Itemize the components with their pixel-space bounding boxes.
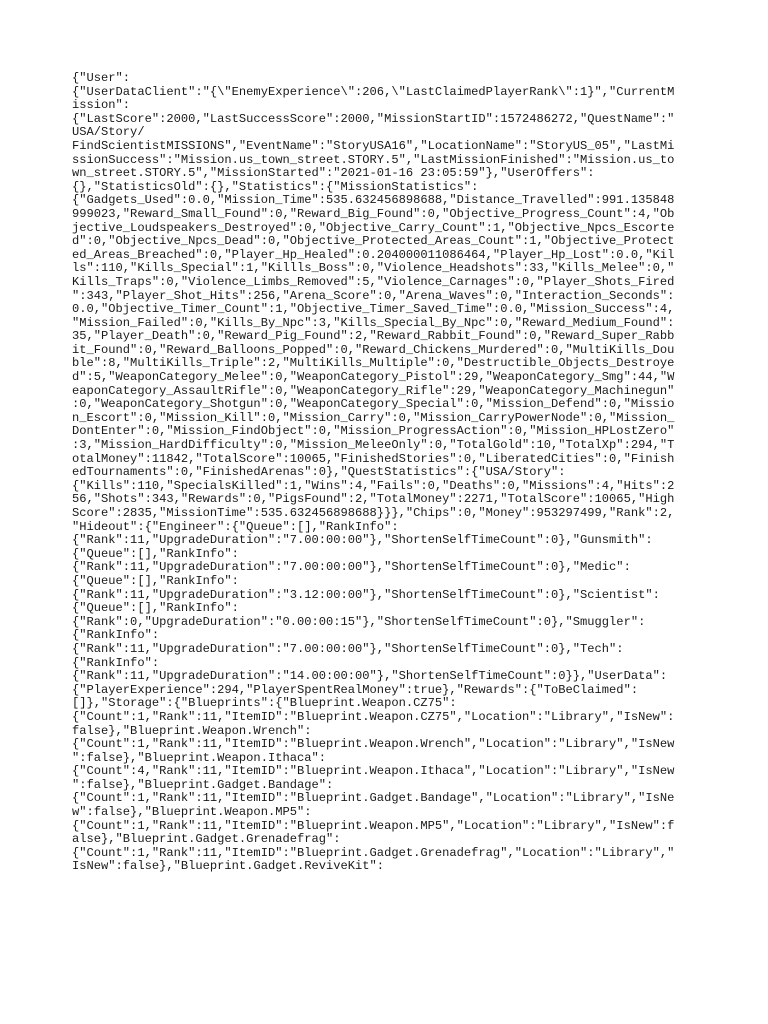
json-line: {"Rank":11,"UpgradeDuration":"3.12:00:00"},"ShortenSelfTimeCount":0},"Scientist":	[72, 587, 660, 602]
json-line: n_Escort":0,"Mission_Kill":0,"Mission_Carry":0,"Mission_CarryPowerNode":0,"Mission_	[72, 410, 675, 425]
json-line: {"Queue":[],"RankInfo":	[72, 601, 239, 616]
json-line: {"RankInfo":	[72, 655, 160, 670]
json-line: {"Gadgets_Used":0.0,"Mission_Time":535.632456898688,"Distance_Travelled":991.135848	[72, 193, 675, 208]
json-line: {},"StatisticsOld":{},"Statistics":{"MissionStatistics":	[72, 179, 479, 194]
json-line: []},"Storage":{"Blueprints":{"Blueprint.Weapon.CZ75":	[72, 696, 457, 711]
json-line: {"Queue":[],"RankInfo":	[72, 546, 239, 561]
json-line: :0,"WeaponCategory_Shotgun":0,"WeaponCategory_Special":0,"Mission_Defend":0,"Missio	[72, 397, 675, 412]
json-line: {"Queue":[],"RankInfo":	[72, 573, 239, 588]
json-line: {"Rank":11,"UpgradeDuration":"14.00:00:00"},"ShortenSelfTimeCount":0}},"UserData":	[72, 669, 668, 684]
json-line: {"Rank":11,"UpgradeDuration":"7.00:00:00"},"ShortenSelfTimeCount":0},"Tech":	[72, 641, 624, 656]
json-line: Kills_Traps":0,"Violence_Limbs_Removed":5,"Violence_Carnages":0,"Player_Shots_Fired	[72, 274, 675, 289]
json-line: ":false},"Blueprint.Weapon.Ithaca":	[72, 750, 327, 765]
json-line: {"Count":1,"Rank":11,"ItemID":"Blueprint.Weapon.CZ75","Location":"Library","IsNew":	[72, 709, 675, 724]
json-line: "Hideout":{"Engineer":{"Queue":[],"RankInfo":	[72, 519, 399, 534]
json-line: 35,"Player_Death":0,"Reward_Pig_Found":2,"Reward_Rabbit_Found":0,"Reward_Super_Rabb	[72, 329, 675, 344]
json-line: Score":2835,"MissionTime":535.632456898688}}},"Chips":0,"Money":953297499,"Rank":2,	[72, 506, 675, 520]
json-line: {"Rank":11,"UpgradeDuration":"7.00:00:00"},"ShortenSelfTimeCount":0},"Gunsmith":	[72, 533, 653, 548]
json-line: w":false},"Blueprint.Weapon.MP5":	[72, 805, 312, 820]
json-line: alse},"Blueprint.Gadget.Grenadefrag":	[72, 832, 341, 847]
json-line: {"Rank":11,"UpgradeDuration":"7.00:00:00"},"ShortenSelfTimeCount":0},"Medic":	[72, 560, 631, 575]
json-line: ls":110,"Kills_Special":1,"Killls_Boss":0,"Violence_Headshots":33,"Kills_Melee":0,"	[72, 261, 675, 276]
json-line: jective_Loudspeakers_Destroyed":0,"Objective_Carry_Count":1,"Objective_Npcs_Escorte	[72, 220, 675, 235]
json-line: false},"Blueprint.Weapon.Wrench":	[72, 723, 312, 738]
json-line: ssionSuccess":"Mission.us_town_street.STORY.5","LastMissionFinished":"Mission.us_to	[72, 152, 675, 167]
json-line: ":false},"Blueprint.Gadget.Bandage":	[72, 777, 334, 792]
json-line: it_Found":0,"Reward_Balloons_Popped":0,"Reward_Chickens_Murdered":0,"MultiKills_Dou	[72, 342, 675, 357]
json-line: eaponCategory_AssaultRifle":0,"WeaponCategory_Rifle":29,"WeaponCategory_Machinegun"	[72, 383, 675, 398]
json-line: 56,"Shots":343,"Rewards":0,"PigsFound":2,"TotalMoney":2271,"TotalScore":10065,"High	[72, 492, 675, 507]
json-line: 0.0,"Objective_Timer_Count":1,"Objective_Timer_Saved_Time":0.0,"Mission_Success":4,	[72, 302, 675, 317]
json-line: {"Rank":0,"UpgradeDuration":"0.00:00:15"},"ShortenSelfTimeCount":0},"Smuggler":	[72, 614, 646, 629]
json-line: {"Count":1,"Rank":11,"ItemID":"Blueprint.Gadget.Bandage","Location":"Library","IsNe	[72, 791, 675, 806]
json-line: :3,"Mission_HardDifficulty":0,"Mission_MeleeOnly":0,"TotalGold":10,"TotalXp":294,"T	[72, 438, 675, 453]
json-line: "Mission_Failed":0,"Kills_By_Npc":3,"Kills_Special_By_Npc":0,"Reward_Medium_Found":	[72, 315, 675, 330]
json-line: d":5,"WeaponCategory_Melee":0,"WeaponCategory_Pistol":29,"WeaponCategory_Smg":44,"W	[72, 370, 675, 385]
json-line: {"Count":1,"Rank":11,"ItemID":"Blueprint.Weapon.MP5","Location":"Library","IsNew":f	[72, 818, 675, 833]
json-line: USA/Story/	[72, 125, 145, 140]
json-line: {"PlayerExperience":294,"PlayerSpentRealMoney":true},"Rewards":{"ToBeClaimed":	[72, 682, 639, 697]
json-line: edTournaments":0,"FinishedArenas":0},"QuestStatistics":{"USA/Story":	[72, 465, 566, 480]
json-text-block	[72, 72, 732, 874]
json-line: {"Count":1,"Rank":11,"ItemID":"Blueprint.Gadget.Grenadefrag","Location":"Library","	[72, 845, 675, 860]
json-line: 999023,"Reward_Small_Found":0,"Reward_Big_Found":0,"Objective_Progress_Count":4,"Ob	[72, 206, 675, 221]
json-line: IsNew":false},"Blueprint.Gadget.ReviveKit":	[72, 859, 385, 874]
json-line: {"UserDataClient":"{\"EnemyExperience\":206,\"LastClaimedPlayerRank\":1}","CurrentM	[72, 84, 675, 99]
json-line: ":343,"Player_Shot_Hits":256,"Arena_Score":0,"Arena_Waves":0,"Interaction_Seconds":	[72, 288, 675, 303]
json-line: ission":	[72, 98, 131, 113]
json-line: {"RankInfo":	[72, 628, 160, 643]
json-line: {"LastScore":2000,"LastSuccessScore":2000,"MissionStartID":1572486272,"QuestName":"	[72, 111, 675, 126]
json-line: ble":8,"MultiKills_Triple":2,"MultiKills_Multiple":0,"Destructible_Objects_Destroye	[72, 356, 675, 371]
json-line: {"User":	[72, 71, 131, 85]
json-line: wn_street.STORY.5","MissionStarted":"2021-01-16 23:05:59"},"UserOffers":	[72, 166, 595, 181]
json-line: d":0,"Objective_Npcs_Dead":0,"Objective_Protected_Areas_Count":1,"Objective_Protect	[72, 234, 675, 249]
json-line: FindScientistMISSIONS","EventName":"StoryUSA16","LocationName":"StoryUS_05","LastMi	[72, 138, 675, 153]
json-line: {"Count":1,"Rank":11,"ItemID":"Blueprint.Weapon.Wrench","Location":"Library","IsNew	[72, 737, 675, 752]
json-line: ed_Areas_Breached":0,"Player_Hp_Healed":0.204000011086464,"Player_Hp_Lost":0.0,"Kil	[72, 247, 675, 262]
json-line: {"Kills":110,"SpecialsKilled":1,"Wins":4,"Fails":0,"Deaths":0,"Missions":4,"Hits":2	[72, 478, 675, 493]
json-line: {"Count":4,"Rank":11,"ItemID":"Blueprint.Weapon.Ithaca","Location":"Library","IsNew	[72, 764, 675, 779]
json-line: otalMoney":11842,"TotalScore":10065,"FinishedStories":0,"LiberatedCities":0,"Finish	[72, 451, 675, 466]
json-line: DontEnter":0,"Mission_FindObject":0,"Mission_ProgressAction":0,"Mission_HPLostZero"	[72, 424, 675, 439]
